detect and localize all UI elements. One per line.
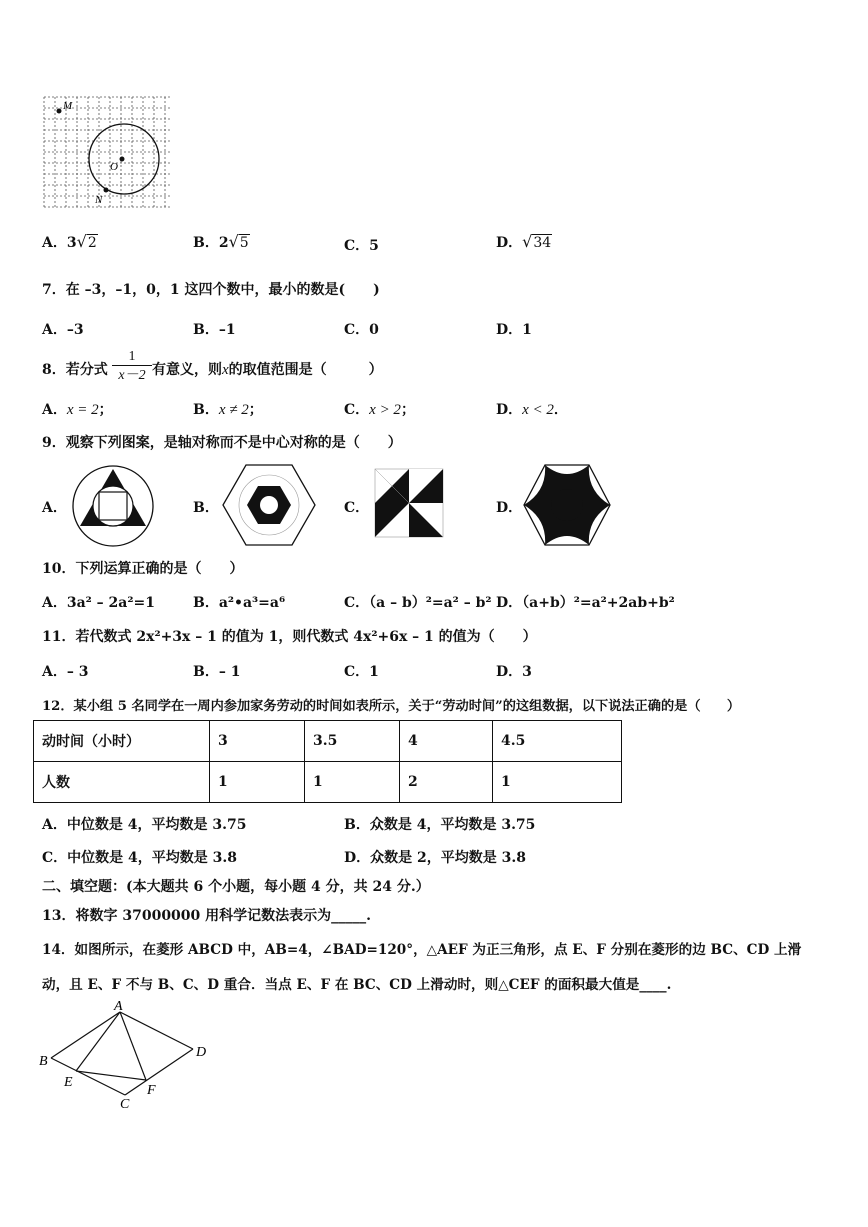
table-cell: 3 (210, 721, 305, 762)
table-cell: 动时间（小时） (34, 721, 210, 762)
table-cell: 3.5 (305, 721, 400, 762)
q11-option-b[interactable]: B．– 1 (193, 664, 241, 680)
q7-stem: 7．在 –3，–1，0，1 这四个数中，最小的数是( ) (42, 282, 380, 298)
table-row (34, 721, 622, 762)
q12-option-b[interactable]: B．众数是 4，平均数是 3.75 (344, 817, 536, 833)
label-m: M (63, 100, 73, 112)
q8-option-a[interactable]: A．x = 2； (42, 402, 113, 418)
q10-option-a[interactable]: A．3a² – 2a²=1 (42, 595, 155, 611)
label-e: E (64, 1075, 73, 1090)
table-cell: 2 (400, 762, 493, 803)
q10-option-b[interactable]: B．a²•a³=a⁶ (193, 595, 286, 611)
table-cell: 1 (210, 762, 305, 803)
q8-stem-pre: 8．若分式 (42, 362, 108, 378)
q8-fraction (112, 348, 152, 385)
q10-option-d[interactable]: D．（a+b）²=a²+2ab+b² (496, 595, 675, 611)
q12-option-c[interactable]: C．中位数是 4，平均数是 3.8 (42, 850, 237, 866)
table-row (34, 762, 622, 803)
label-a: A (114, 999, 123, 1014)
table-cell: 4 (400, 721, 493, 762)
q9-figure-a[interactable] (70, 463, 156, 549)
q11-stem: 11．若代数式 2x²+3x – 1 的值为 1，则代数式 4x²+6x – 1 的值为（ ） (42, 629, 537, 645)
q12-option-a[interactable]: A．中位数是 4，平均数是 3.75 (42, 817, 247, 833)
table-cell: 4.5 (493, 721, 622, 762)
q9-stem: 9．观察下列图案，是轴对称而不是中心对称的是（ ） (42, 435, 402, 451)
q8-option-b[interactable]: B．x ≠ 2； (193, 402, 263, 418)
label-b: B (39, 1054, 48, 1069)
q10-stem: 10．下列运算正确的是（ ） (42, 561, 244, 577)
q8-denominator: x－2 (118, 368, 146, 383)
q11-option-d[interactable]: D．3 (496, 664, 532, 680)
q13-stem: 13．将数字 37000000 用科学记数法表示为_____. (42, 908, 372, 924)
grid-circle-figure (40, 95, 175, 210)
q9-option-d[interactable]: D． (496, 500, 523, 516)
q11-option-c[interactable]: C．1 (344, 664, 379, 680)
q7-option-b[interactable]: B．–1 (193, 322, 236, 338)
q14-stem-line1: 14．如图所示，在菱形 ABCD 中，AB=4，∠BAD=120°，△AEF 为正三角形，点 E、F 分别在菱形的边 BC、CD 上滑 (42, 942, 802, 958)
q9-option-c[interactable]: C． (344, 500, 370, 516)
q6-option-d[interactable]: D．√34 (496, 232, 552, 251)
q9-figure-b[interactable] (220, 462, 318, 548)
label-n: N (95, 194, 103, 206)
q12-stem: 12．某小组 5 名同学在一周内参加家务劳动的时间如表所示，关于“劳动时间”的这组数据，以下说法正确的是（ ） (42, 699, 741, 714)
q9-figure-c[interactable] (373, 467, 445, 539)
q8-numerator: 1 (112, 348, 152, 366)
q7-option-a[interactable]: A．–3 (42, 322, 84, 338)
q7-option-c[interactable]: C．0 (344, 322, 379, 338)
q8-stem-post: 有意义，则x的取值范围是（ ） (152, 362, 383, 378)
rhombus-figure (36, 998, 216, 1113)
q14-stem-line2: 动，且 E、F 不与 B、C、D 重合．当点 E、F 在 BC、CD 上滑动时，则△CEF 的面积最大值是____. (42, 977, 672, 993)
q6-option-c[interactable]: C．5 (344, 238, 379, 254)
q7-option-d[interactable]: D．1 (496, 322, 532, 338)
table-cell: 1 (493, 762, 622, 803)
q9-option-a[interactable]: A． (42, 500, 67, 516)
table-cell: 人数 (34, 762, 210, 803)
q8-option-c[interactable]: C．x > 2； (344, 402, 415, 418)
point-m (57, 109, 62, 114)
q11-option-a[interactable]: A．– 3 (42, 664, 89, 680)
label-c: C (120, 1097, 130, 1112)
q12-data-table (33, 720, 622, 803)
q9-option-b[interactable]: B． (193, 500, 219, 516)
label-d: D (196, 1045, 207, 1060)
point-n (104, 188, 109, 193)
q10-option-c[interactable]: C．（a – b）²=a² – b² (344, 595, 492, 611)
point-o (120, 157, 125, 162)
q8-option-d[interactable]: D．x < 2． (496, 402, 568, 418)
q6-option-a[interactable]: A．3√2 (42, 232, 97, 251)
label-o: O (110, 161, 118, 173)
q9-figure-d[interactable] (522, 461, 612, 549)
q6-option-b[interactable]: B．2√5 (193, 232, 249, 251)
label-f: F (147, 1083, 156, 1098)
q12-option-d[interactable]: D．众数是 2，平均数是 3.8 (344, 850, 526, 866)
section-heading: 二、填空题：(本大题共 6 个小题，每小题 4 分，共 24 分.） (42, 879, 430, 895)
table-cell: 1 (305, 762, 400, 803)
